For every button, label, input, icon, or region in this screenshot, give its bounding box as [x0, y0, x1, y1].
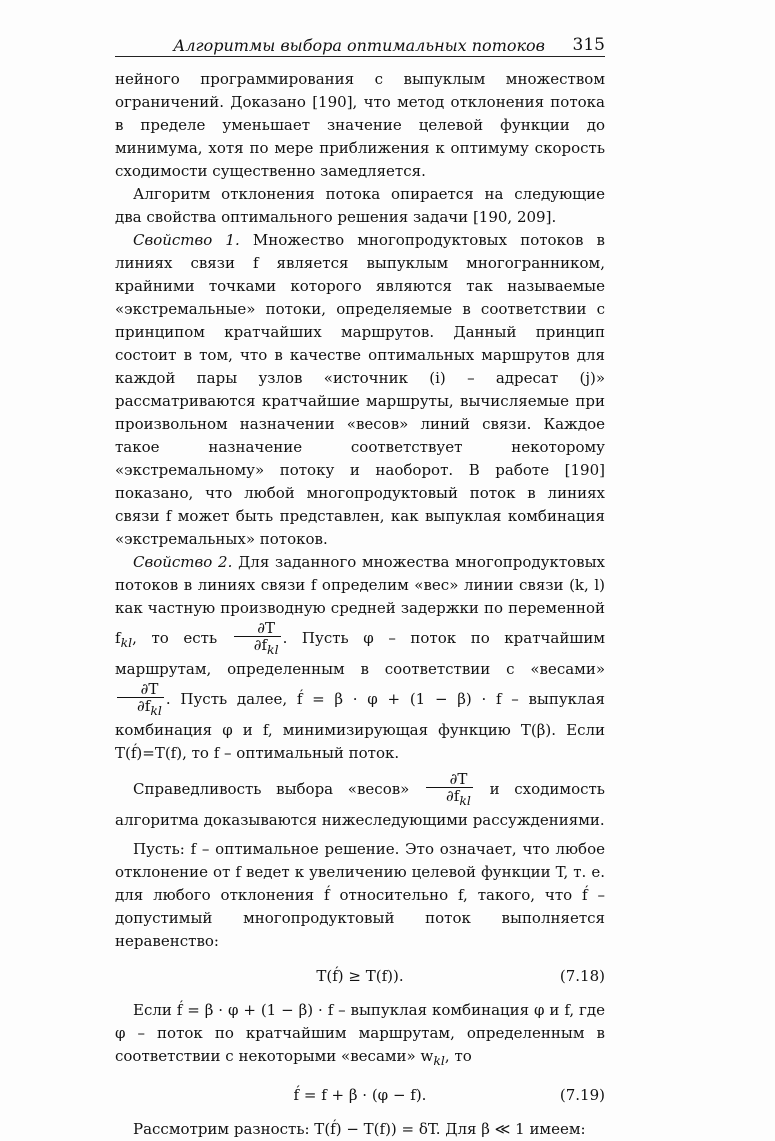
property-2-label: Свойство 2.: [133, 553, 233, 571]
convex-text-a: Если f́ = β · φ + (1 − β) · f – выпуклая комбинация φ и f, где φ – поток по кратчайшим маршрутам, определенным в соответствии с некоторыми «весами» w: [115, 1001, 605, 1065]
property-1-text: Множество многопродуктовых потоков в линиях связи f является выпуклым многогранником, крайними точками которого являются так называемые «экстремальные» потоки, определяемые в соответствии с принципом кратчайших маршрутов. Данный принцип состоит в том, что в качестве оптимальных маршрутов для каждой пары узлов «источник (i) – адресат (j)» рассматриваются кратчайшие маршруты, вычисляемые при произвольном назначении «весов» линий связи. Каждое такое назначение соответствует некоторому «экстремальному» потоку и наоборот. В работе [190] показано, что любой многопродуктовый поток в линиях связи f может быть представлен, как выпуклая комбинация «экстремальных» потоков.: [115, 231, 605, 548]
paragraph-optimal: Пусть: f – оптимальное решение. Это означает, что любое отклонение от f ведет к увеличению целевой функции T, т. е. для любого отклонения f́ относительно f, такого, что f́ – допустимый многопродуктовый поток выполняется неравенство:: [115, 840, 605, 950]
weight-subscript: kl: [433, 1053, 445, 1068]
paragraph-1: нейного программирования с выпуклым множеством ограничений. Доказано [190], что метод отклонения потока в пределе уменьшает значение целевой функции до минимума, хотя по мере приближения к оптимуму скорость сходимости существенно замедляется.: [115, 70, 605, 180]
equation-7-19-expr: f́ = f + β · (φ − f).: [293, 1086, 427, 1104]
fraction-denominator: [117, 698, 164, 719]
paragraph-justification: [115, 771, 605, 832]
property-2-text-d: . Пусть далее, f́ = β · φ + (1 − β) · f – выпуклая комбинация φ и f, минимизирующая функцию T(β). Если T(f́)=T(f), то f – оптимальный поток.: [115, 690, 605, 762]
fraction-den-main: ∂f: [253, 636, 268, 654]
page-number: 315: [572, 35, 605, 55]
fraction-denominator: [426, 788, 473, 809]
fraction-numerator: ∂T: [117, 681, 164, 698]
fraction-den-main: ∂f: [137, 697, 151, 715]
equation-7-19-label: (7.19): [559, 1086, 605, 1104]
property-2-text-c: . Пусть φ – поток по кратчайшим маршрутам, определенным в соответствии с «весами»: [115, 629, 605, 678]
fraction-numerator: ∂T: [234, 620, 281, 637]
running-header: [115, 34, 605, 57]
justification-text-a: Справедливость выбора «весов»: [133, 780, 410, 798]
property-2-text-a: Для заданного множества многопродуктовых потоков в линиях связи f определим «вес» линии связи (k, l) как частную производную средней задержки по переменной f: [115, 553, 605, 647]
equation-7-18: [115, 959, 605, 993]
derivative-fraction-2: [117, 681, 164, 719]
fraction-numerator: ∂T: [426, 771, 473, 788]
paragraph-difference: Рассмотрим разность: T(f́) − T(f)) = δT. Для β ≪ 1 имеем:: [133, 1120, 586, 1138]
subscript-kl: kl: [120, 635, 133, 650]
paragraph-property-2: [115, 551, 605, 765]
paragraph-2: Алгоритм отклонения потока опирается на следующие два свойства оптимального решения задачи [190, 209].: [115, 185, 605, 226]
fraction-den-main: ∂f: [446, 787, 460, 805]
equation-7-19: [115, 1078, 605, 1112]
justification-text-b: и сходимость алгоритма доказываются нижеследующими рассуждениями.: [115, 780, 605, 829]
paragraph-property-1: [115, 229, 605, 551]
convex-text-b: , то: [444, 1047, 472, 1065]
running-title: Алгоритмы выбора оптимальных потоков: [173, 36, 545, 55]
equation-7-18-label: (7.18): [559, 967, 605, 985]
fraction-den-sub: kl: [267, 642, 279, 657]
derivative-fraction-3: [426, 771, 473, 809]
fraction-den-sub: kl: [459, 793, 471, 808]
property-1-label: Свойство 1.: [133, 231, 240, 249]
paragraph-convex: [115, 999, 605, 1072]
property-2-text-b: , то есть: [132, 629, 218, 647]
fraction-den-sub: kl: [150, 703, 162, 718]
text-body: [115, 68, 605, 1141]
derivative-fraction-1: [234, 620, 281, 658]
fraction-denominator: [234, 637, 281, 658]
equation-7-18-expr: T(f́) ≥ T(f)).: [316, 967, 404, 985]
